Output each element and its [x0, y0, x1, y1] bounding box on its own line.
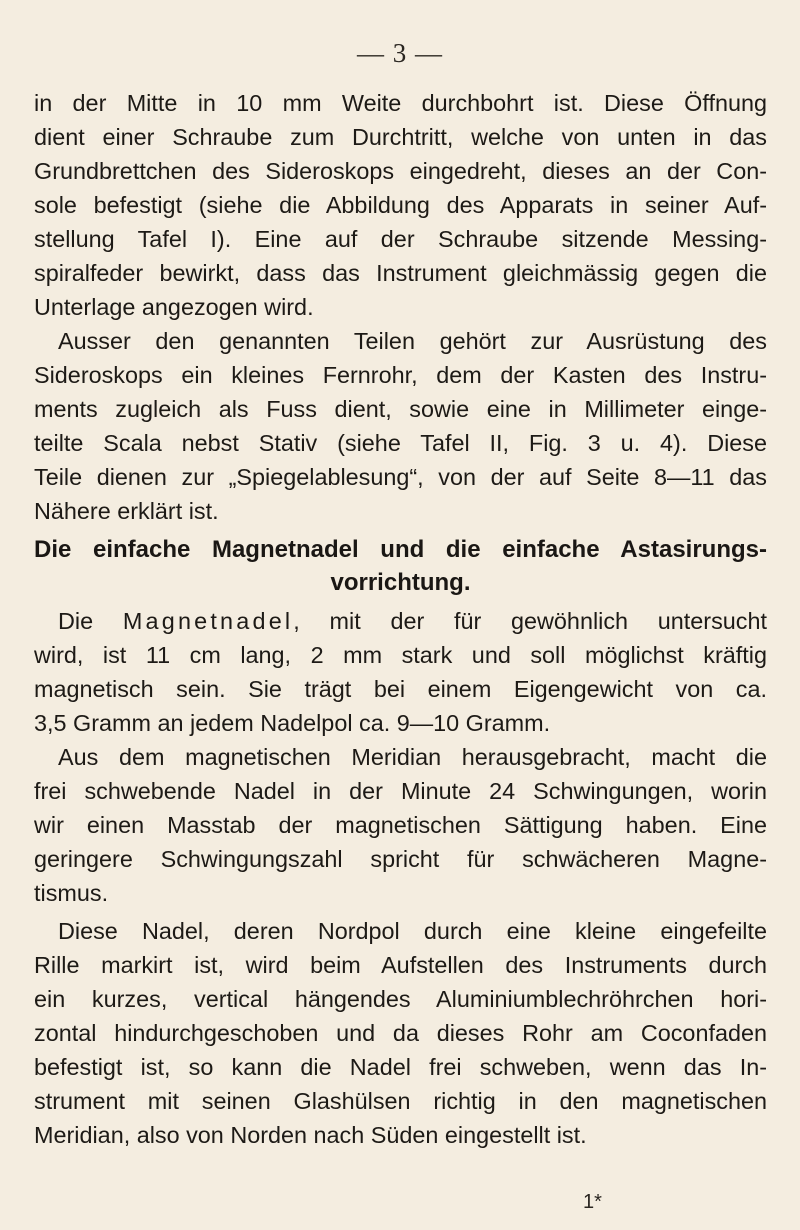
text-line: 3,5 Gramm an jedem Nadelpol ca. 9—10 Gramm.	[34, 710, 551, 736]
text-line: Sideroskops ein kleines Fernrohr, dem der Kasten des Instru-	[34, 362, 767, 388]
page-number: — 3 —	[357, 38, 443, 68]
text-line: ein kurzes, vertical hängendes Aluminiumblechröhrchen hori-	[34, 986, 767, 1012]
text-line: zontal hindurchgeschoben und da dieses Rohr am Coconfaden	[34, 1020, 767, 1046]
text-line: magnetisch sein. Sie trägt bei einem Eigengewicht von ca.	[34, 676, 767, 702]
text-fragment: Die	[58, 608, 123, 634]
text-line	[58, 604, 767, 638]
text-line: stellung Tafel I). Eine auf der Schraube sitzende Messing-	[34, 226, 767, 252]
text-line: sole befestigt (siehe die Abbildung des Apparats in seiner Auf-	[34, 192, 767, 218]
text-line: Ausser den genannten Teilen gehört zur Ausrüstung des	[58, 328, 767, 354]
text-line: wir einen Masstab der magnetischen Sättigung haben. Eine	[34, 812, 767, 838]
text-line: Unterlage angezogen wird.	[34, 294, 314, 320]
text-line: Rille markirt ist, wird beim Aufstellen des Instruments durch	[34, 952, 767, 978]
text-line: dient einer Schraube zum Durchtritt, welche von unten in das	[34, 124, 767, 150]
section-heading: Die einfache Magnetnadel und die einfache Astasirungs-	[34, 536, 767, 563]
text-line: ments zugleich als Fuss dient, sowie eine in Millimeter einge-	[34, 396, 767, 422]
text-line: in der Mitte in 10 mm Weite durchbohrt ist. Diese Öffnung	[34, 90, 767, 116]
text-line: Grundbrettchen des Sideroskops eingedreht, dieses an der Con-	[34, 158, 767, 184]
printer-signature: 1*	[583, 1191, 602, 1213]
text-fragment: , mit der für gewöhnlich untersucht	[293, 608, 767, 634]
text-line: frei schwebende Nadel in der Minute 24 Schwingungen, worin	[34, 778, 767, 804]
text-line: Aus dem magnetischen Meridian herausgebracht, macht die	[58, 744, 767, 770]
text-line: Teile dienen zur „Spiegelablesung“, von der auf Seite 8—11 das	[34, 464, 767, 490]
text-line: strument mit seinen Glashülsen richtig in den magnetischen	[34, 1088, 767, 1114]
section-heading: vorrichtung.	[330, 569, 471, 596]
text-line: befestigt ist, so kann die Nadel frei schweben, wenn das In-	[34, 1054, 767, 1080]
text-line: Meridian, also von Norden nach Süden eingestellt ist.	[34, 1122, 587, 1148]
text-line: geringere Schwingungszahl spricht für schwächeren Magne-	[34, 846, 767, 872]
text-line: Diese Nadel, deren Nordpol durch eine kleine eingefeilte	[58, 918, 767, 944]
text-line: tismus.	[34, 880, 109, 906]
emphasized-term: Magnetnadel	[122, 608, 294, 634]
text-line: Nähere erklärt ist.	[34, 498, 219, 524]
text-line: teilte Scala nebst Stativ (siehe Tafel II, Fig. 3 u. 4). Diese	[34, 430, 767, 456]
text-line: spiralfeder bewirkt, dass das Instrument gleichmässig gegen die	[34, 260, 767, 286]
text-line: wird, ist 11 cm lang, 2 mm stark und soll möglichst kräftig	[34, 642, 767, 668]
